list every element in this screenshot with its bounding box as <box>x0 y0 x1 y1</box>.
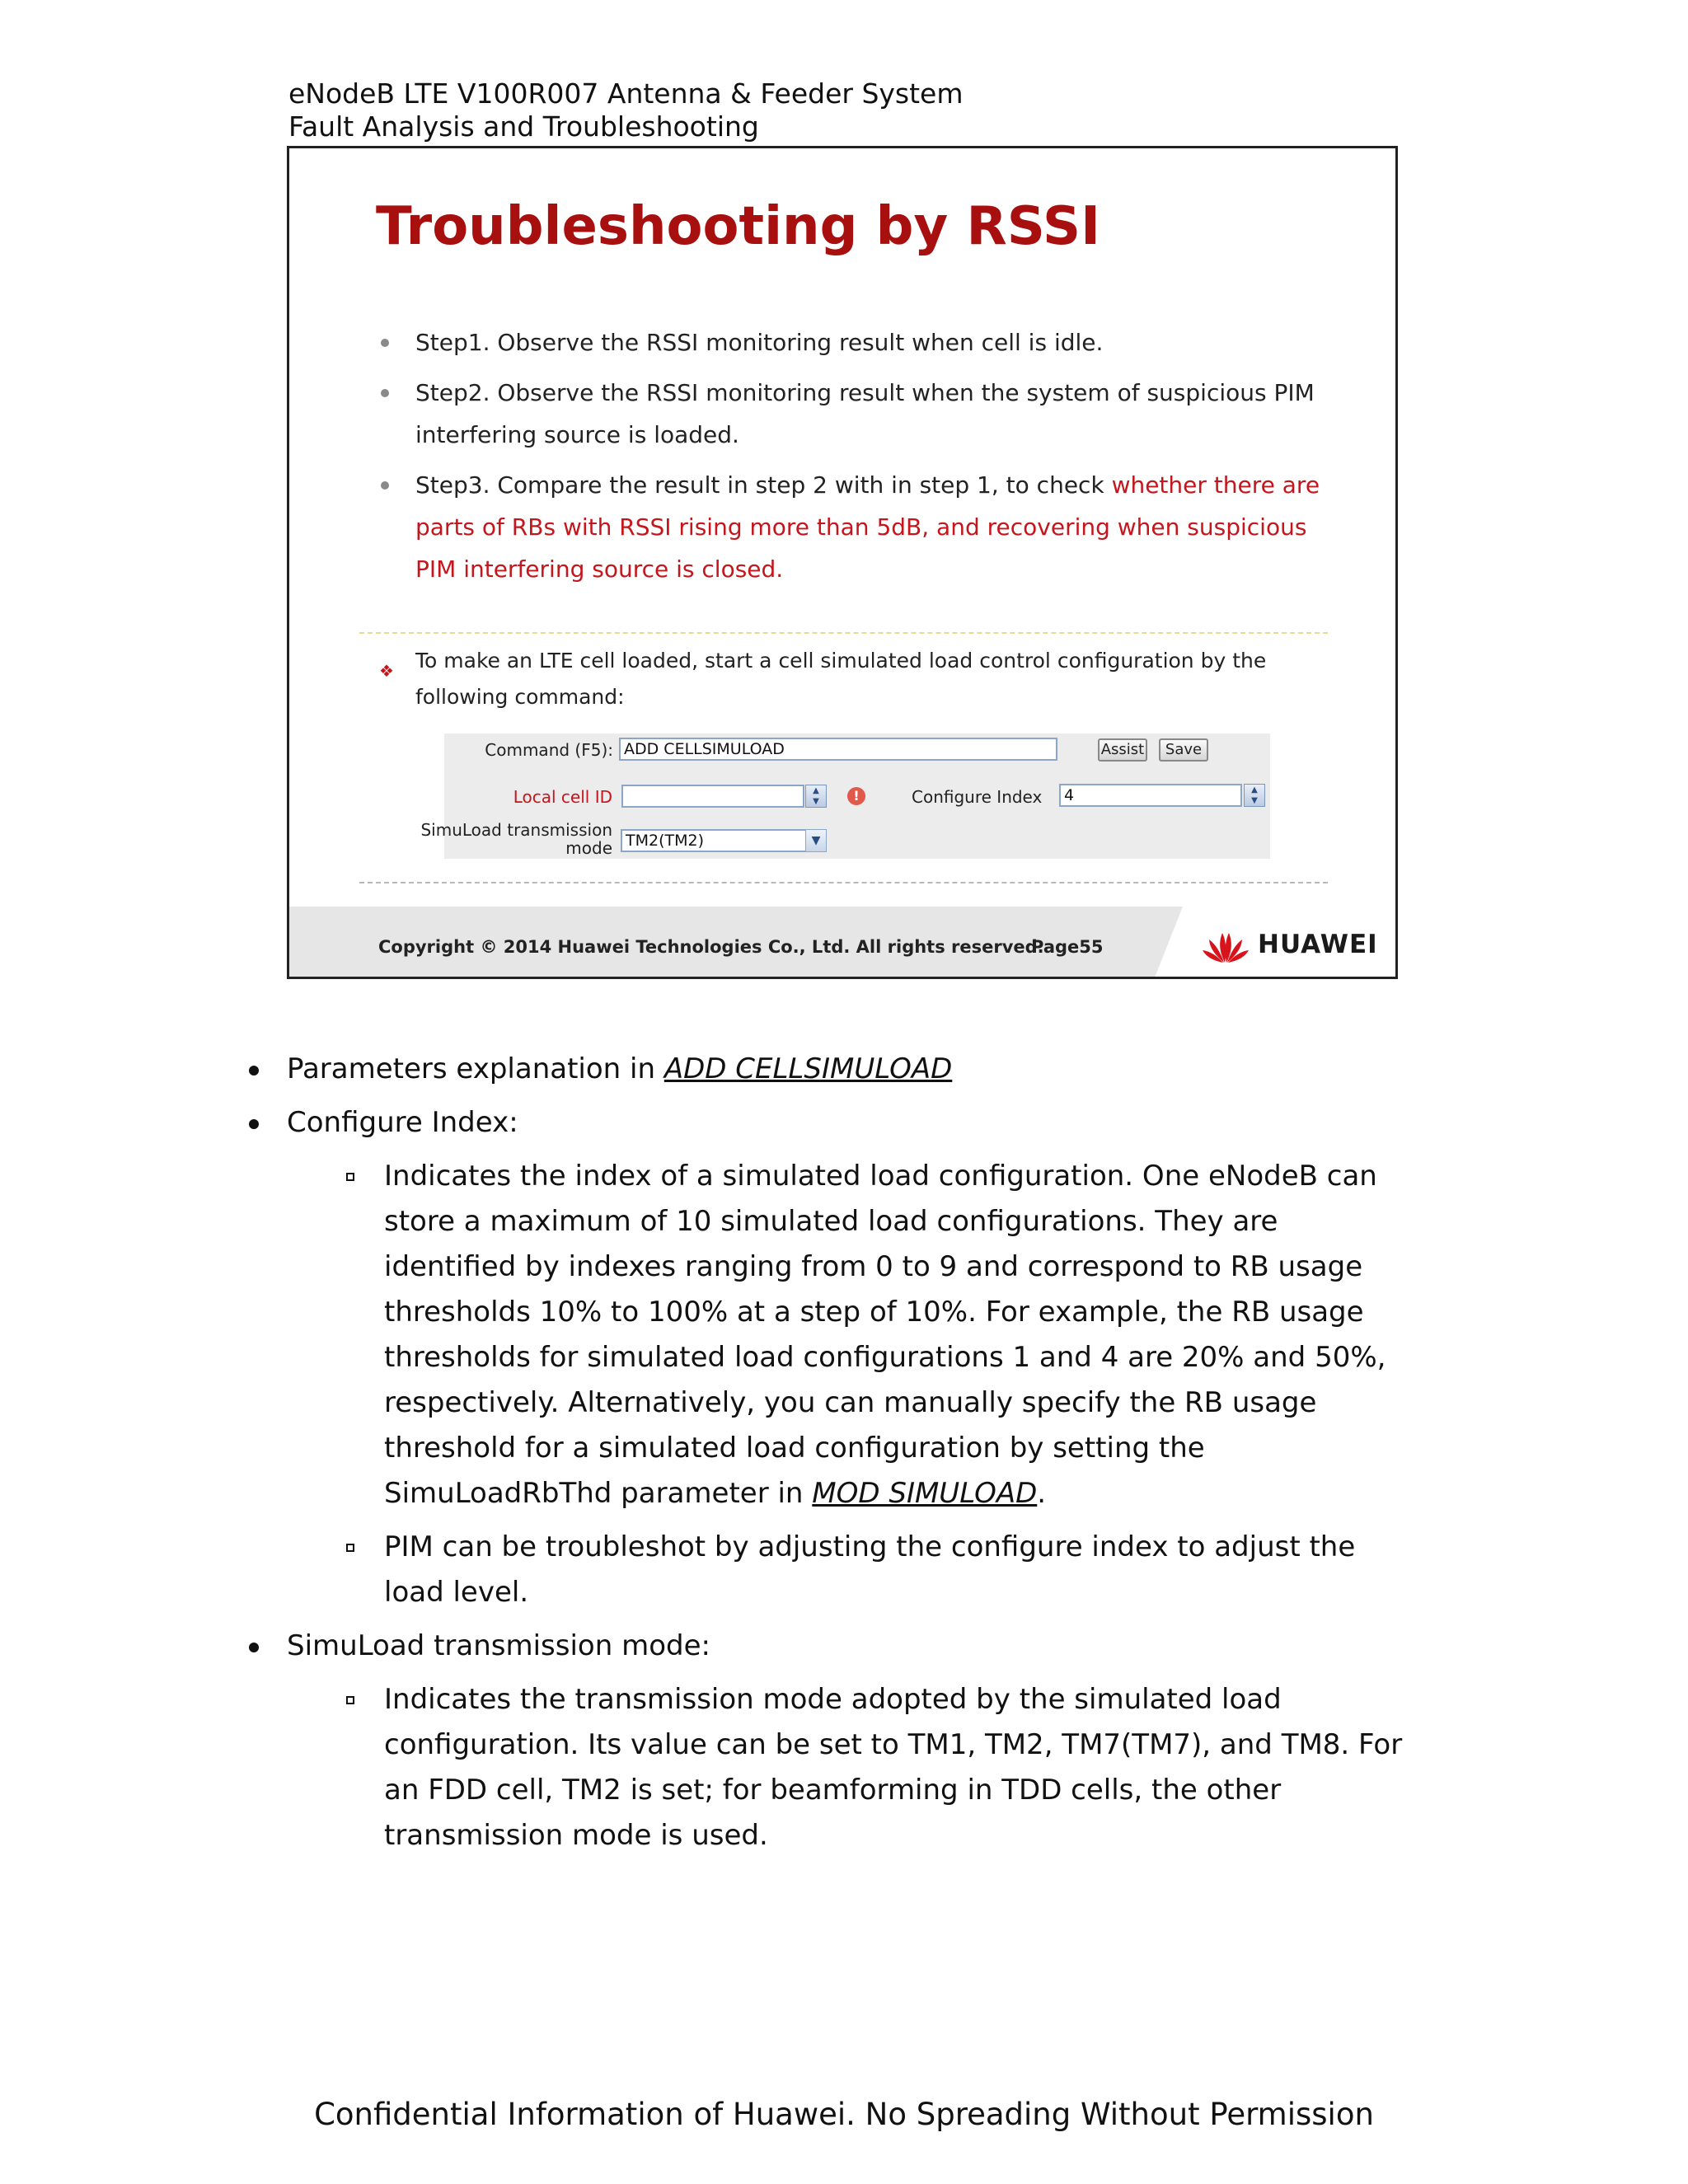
spin-up-icon: ▲ <box>1251 785 1258 794</box>
spin-up-icon: ▲ <box>813 786 819 795</box>
spin-down-icon: ▼ <box>813 797 819 806</box>
bullet-icon <box>381 481 389 490</box>
bullet-icon <box>381 339 389 347</box>
configure-index-label: Configure Index <box>912 787 1043 807</box>
step-item <box>376 464 1340 590</box>
bullet-icon <box>249 1066 259 1076</box>
brand-name: HUAWEI <box>1258 930 1378 959</box>
local-cell-id-label: Local cell ID <box>513 787 612 807</box>
page-number: Page55 <box>1031 937 1104 957</box>
bullet-icon <box>249 1119 259 1129</box>
square-bullet-icon <box>346 1544 354 1552</box>
copyright-text: Copyright © 2014 Huawei Technologies Co., Ltd. All rights reserved. <box>378 937 1044 957</box>
diamond-bullet-icon: ❖ <box>379 661 394 681</box>
sub-list-item: Indicates the transmission mode adopted by the simulated load configuration. Its value can be set to TM1, TM2, TM7(TM7), and TM8. For an FDD cell, TM2 is set; for beamforming in TDD cells, the other transmission mode is used. <box>287 1677 1416 1858</box>
huawei-flower-icon <box>1200 925 1251 964</box>
simuload-mode-select[interactable]: TM2(TM2) <box>621 829 827 852</box>
step-item <box>376 321 1340 363</box>
warning-icon: ! <box>847 787 865 805</box>
square-bullet-icon <box>346 1696 354 1704</box>
huawei-logo <box>1200 925 1378 964</box>
step-text: Step1. Observe the RSSI monitoring result when cell is idle. <box>415 329 1104 356</box>
steps-list <box>376 321 1340 598</box>
sub-list-item: Indicates the index of a simulated load configuration. One eNodeB can store a maximum of 10 simulated load configurations. They are identified by indexes ranging from 0 to 9 and correspond to RB usage thresholds 10% to 100% at a step of 10%. For example, the RB usage thresholds for simulated load configurations 1 and 4 are 20% and 50%, respectively. Alternatively, you can manually specify the RB usage threshold for a simulated load configuration by setting the SimuLoadRbThd parameter in MOD SIMULOAD. <box>287 1154 1416 1516</box>
list-item: Configure Index: Indicates the index of a simulated load configuration. One eNodeB can store a maximum of 10 simulated load configurations. They are identified by indexes ranging from 0 to 9 and correspond to RB usage thresholds 10% to 100% at a step of 10%. For example, the RB usage thresholds for simulated load configurations 1 and 4 are 20% and 50%, respectively. Alternatively, you can manually specify the RB usage threshold for a simulated load configuration by setting the SimuLoadRbThd parameter in MOD SIMULOAD. PIM can be troubleshot by adjusting the configure index to adjust the load level. <box>246 1100 1416 1615</box>
command-label: Command (F5): <box>485 740 613 760</box>
simuload-mode-label: SimuLoad transmission mode <box>420 820 612 858</box>
sub-list <box>287 1154 1416 1615</box>
sub-list-item: PIM can be troubleshot by adjusting the configure index to adjust the load level. <box>287 1525 1416 1615</box>
local-cell-id-input[interactable] <box>621 785 804 808</box>
slide-frame <box>287 146 1398 979</box>
command-form <box>420 733 1270 859</box>
square-bullet-icon <box>346 1173 354 1181</box>
local-cell-id-spinner[interactable] <box>805 785 827 808</box>
configure-index-input[interactable]: 4 <box>1059 784 1242 807</box>
divider <box>359 632 1328 634</box>
note-text: To make an LTE cell loaded, start a cell simulated load control configuration by the following command: <box>415 649 1267 709</box>
configure-index-spinner[interactable] <box>1244 784 1265 807</box>
bullet-icon <box>249 1643 259 1652</box>
header-line-2: Fault Analysis and Troubleshooting <box>288 110 759 143</box>
header-line-1: eNodeB LTE V100R007 Antenna & Feeder System <box>288 77 964 110</box>
document-header <box>288 77 964 143</box>
chevron-down-icon[interactable]: ▼ <box>805 830 826 851</box>
slide-footer <box>289 907 1398 979</box>
divider <box>359 882 1328 883</box>
confidential-footer: Confidential Information of Huawei. No Spreading Without Permission <box>314 2097 1374 2132</box>
add-cellsimuload-link[interactable]: ADD CELLSIMULOAD <box>663 1052 953 1085</box>
assist-button[interactable]: Assist <box>1098 738 1147 762</box>
mod-simuload-link[interactable]: MOD SIMULOAD <box>812 1477 1038 1510</box>
step-text: Step2. Observe the RSSI monitoring result when the system of suspicious PIM interfering source is loaded. <box>415 379 1315 448</box>
spin-down-icon: ▼ <box>1251 796 1258 805</box>
list-item: SimuLoad transmission mode: Indicates the transmission mode adopted by the simulated load configuration. Its value can be set to TM1, TM2, TM7(TM7), and TM8. For an FDD cell, TM2 is set; for beamforming in TDD cells, the other transmission mode is used. <box>246 1624 1416 1858</box>
step-item <box>376 372 1340 456</box>
note <box>376 643 1339 715</box>
list-item: Parameters explanation in ADD CELLSIMULOAD <box>246 1047 1416 1092</box>
sub-list <box>287 1677 1416 1858</box>
save-button[interactable]: Save <box>1159 738 1208 762</box>
slide-title: Troubleshooting by RSSI <box>376 196 1100 257</box>
step-text: Step3. Compare the result in step 2 with in step 1, to check <box>415 471 1112 499</box>
parameter-list <box>246 1047 1416 1867</box>
bullet-icon <box>381 389 389 397</box>
step-highlight: whether there are parts of RBs with RSSI rising more than 5dB, and recovering when suspicious PIM interfering source is closed. <box>415 471 1320 583</box>
command-input[interactable]: ADD CELLSIMULOAD <box>619 738 1057 761</box>
